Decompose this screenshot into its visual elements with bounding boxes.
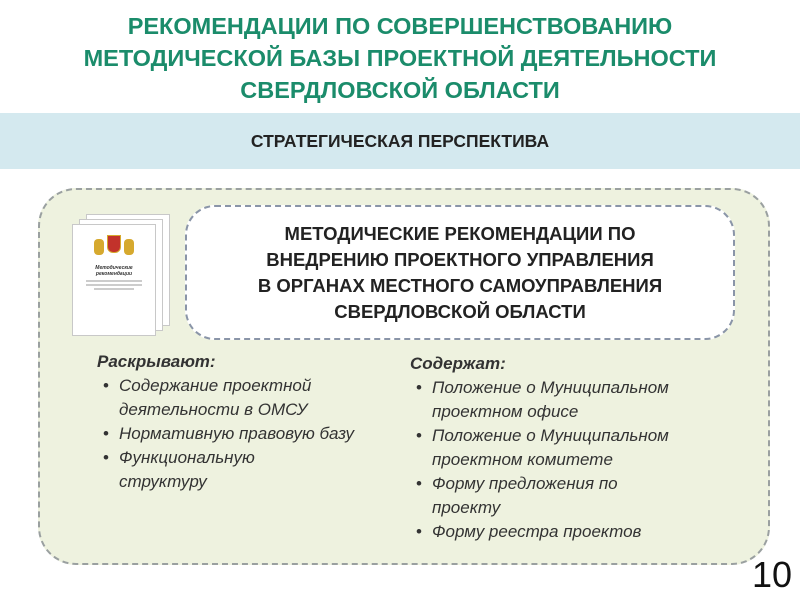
slide-title: РЕКОМЕНДАЦИИ ПО СОВЕРШЕНСТВОВАНИЮ МЕТОДИЧЕСКОЙ БАЗЫ ПРОЕКТНОЙ ДЕЯТЕЛЬНОСТИ СВЕРДЛОВСКОЙ ОБЛАСТИ: [83, 13, 717, 103]
document-heading: МЕТОДИЧЕСКИЕ РЕКОМЕНДАЦИИ ПО ВНЕДРЕНИЮ ПРОЕКТНОГО УПРАВЛЕНИЯ В ОРГАНАХ МЕСТНОГО САМОУПРАВЛЕНИЯ СВЕРДЛОВСКОЙ ОБЛАСТИ: [257, 222, 663, 322]
list-item: • Форму предложения по проекту: [410, 472, 660, 520]
list-item: • Нормативную правовую базу: [97, 422, 367, 446]
right-column-heading: Содержат:: [410, 354, 506, 373]
left-column: [97, 350, 387, 494]
slide-number: 10: [751, 554, 792, 595]
list-item: • Положение о Муниципальном проектном офисе: [410, 376, 720, 424]
document-heading-box: [185, 205, 735, 340]
list-item: • Положение о Муниципальном проектном комитете: [410, 424, 720, 472]
list-item: • Форму реестра проектов: [410, 520, 720, 544]
section-band: [0, 113, 800, 169]
section-label: СТРАТЕГИЧЕСКАЯ ПЕРСПЕКТИВА: [250, 130, 550, 151]
coat-of-arms-icon: [94, 233, 134, 255]
right-column: [410, 352, 730, 544]
list-item: • Содержание проектной деятельности в ОМСУ: [97, 374, 367, 422]
list-item: • Функциональную структуру: [97, 446, 317, 494]
left-column-heading: Раскрывают:: [97, 352, 216, 371]
